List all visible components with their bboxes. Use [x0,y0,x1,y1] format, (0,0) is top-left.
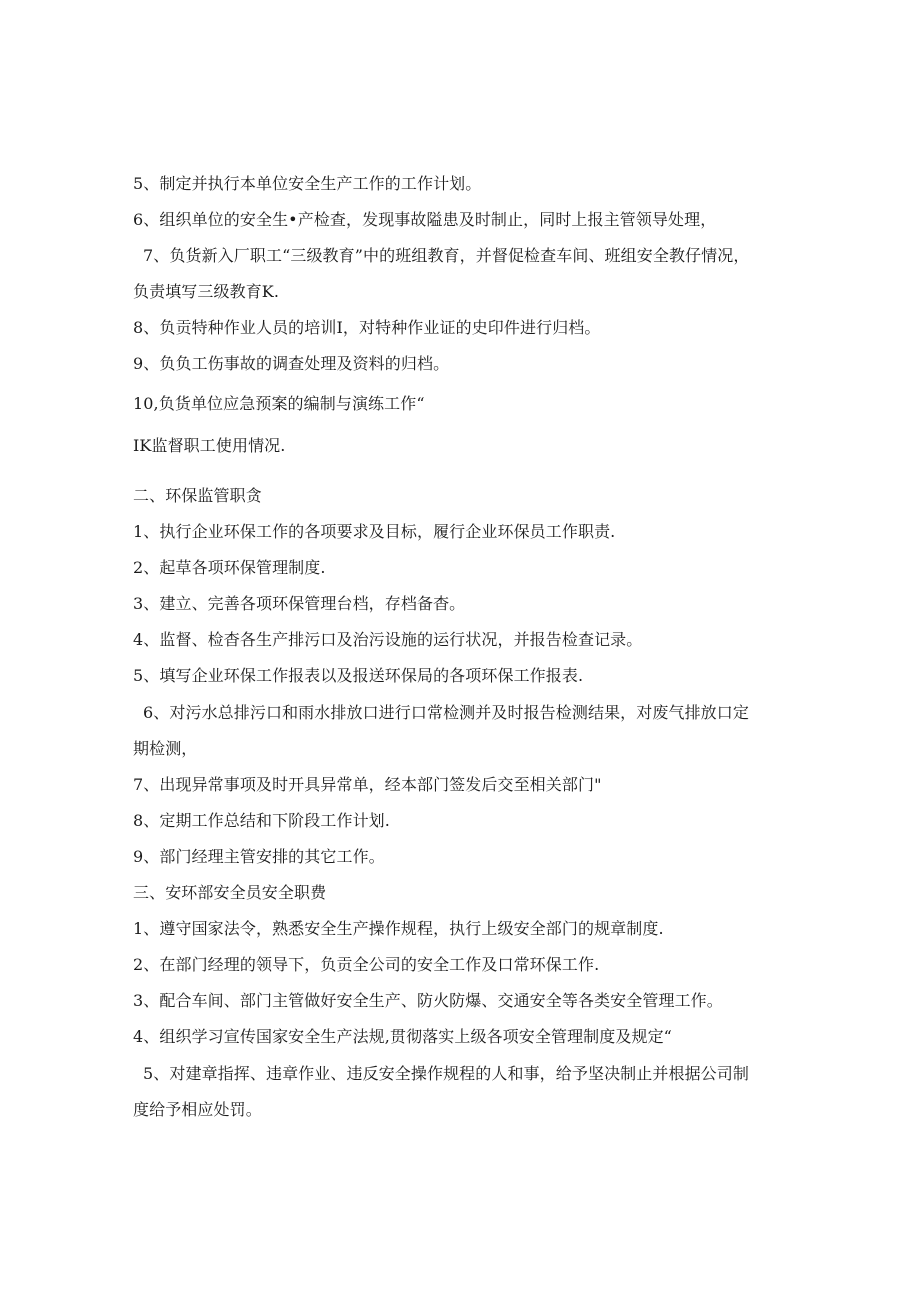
s1-item-7-cont: 负责填写三级教育K. [133,282,280,301]
s1-item-10: 10,负货单位应急预案的编制与演练工作“ [133,394,425,413]
s1-item-5: 5、制定并执行本单位安全生产工作的工作计划。 [133,174,482,193]
s1-item-9: 9、负负工伤事故的调查处理及资料的归档。 [133,354,450,373]
section3-title: 三、安环部安全员安全职费 [133,883,327,902]
s3-item-1: 1、遵守国家法令，熟悉安全生产操作规程，执行上级安全部门的规章制度. [133,919,664,938]
s2-item-5: 5、填写企业环保工作报表以及报送环保局的各项环保工作报表. [133,666,584,685]
s2-item-2: 2、起草各项环保管理制度. [133,558,326,577]
section2-title: 二、环保监管职贪 [133,486,262,505]
s3-item-5-cont: 度给予相应处罚。 [133,1100,262,1119]
s1-item-7: 7、负货新入厂职工“三级教育”中的班组教育，并督促检查车间、班组安全教仔情况， [143,246,750,265]
s1-item-6: 6、组织单位的安全生•产检查，发现事故隘患及时制止，同时上报主管领导处理， [133,210,717,229]
s2-item-4: 4、监督、检杳各生产排污口及治污设施的运行状况，并报告检查记录。 [133,630,643,649]
s2-item-3: 3、建立、完善各项环保管理台档，存档备杳。 [133,594,466,613]
s2-item-9: 9、部门经理主管安排的其它工作。 [133,847,385,866]
s1-item-8: 8、负贡特种作业人员的培训I，对特种作业证的史印件进行归档。 [133,318,601,337]
s2-item-1: 1、执行企业环保工作的各项要求及目标，履行企业环保员工作职责. [133,522,616,541]
s2-item-6: 6、对污水总排污口和雨水排放口进行口常检测并及时报告检测结果，对废气排放口定 [143,703,749,722]
s2-item-7: 7、出现异常事项及时开具异常单，经本部门签发后交至相关部门" [133,775,602,794]
s2-item-8: 8、定期工作总结和下阶段工作计划. [133,811,390,830]
s3-item-4: 4、组织学习宣传国家安全生产法规,贯彻落实上级各项安全管理制度及规定“ [133,1027,672,1046]
s1-item-11: IK监督职工使用情况. [133,436,286,455]
s3-item-5: 5、对建章指挥、违章作业、违反安全操作规程的人和事，给予坚决制止并根据公司制 [143,1064,749,1083]
s3-item-2: 2、在部门经理的领导下，负贡全公司的安全工作及口常环保工作. [133,955,600,974]
s3-item-3: 3、配合车间、部门主管做好安全生产、防火防爆、交通安全等各类安全管理工作。 [133,991,723,1010]
s2-item-6-cont: 期检测， [133,739,198,758]
